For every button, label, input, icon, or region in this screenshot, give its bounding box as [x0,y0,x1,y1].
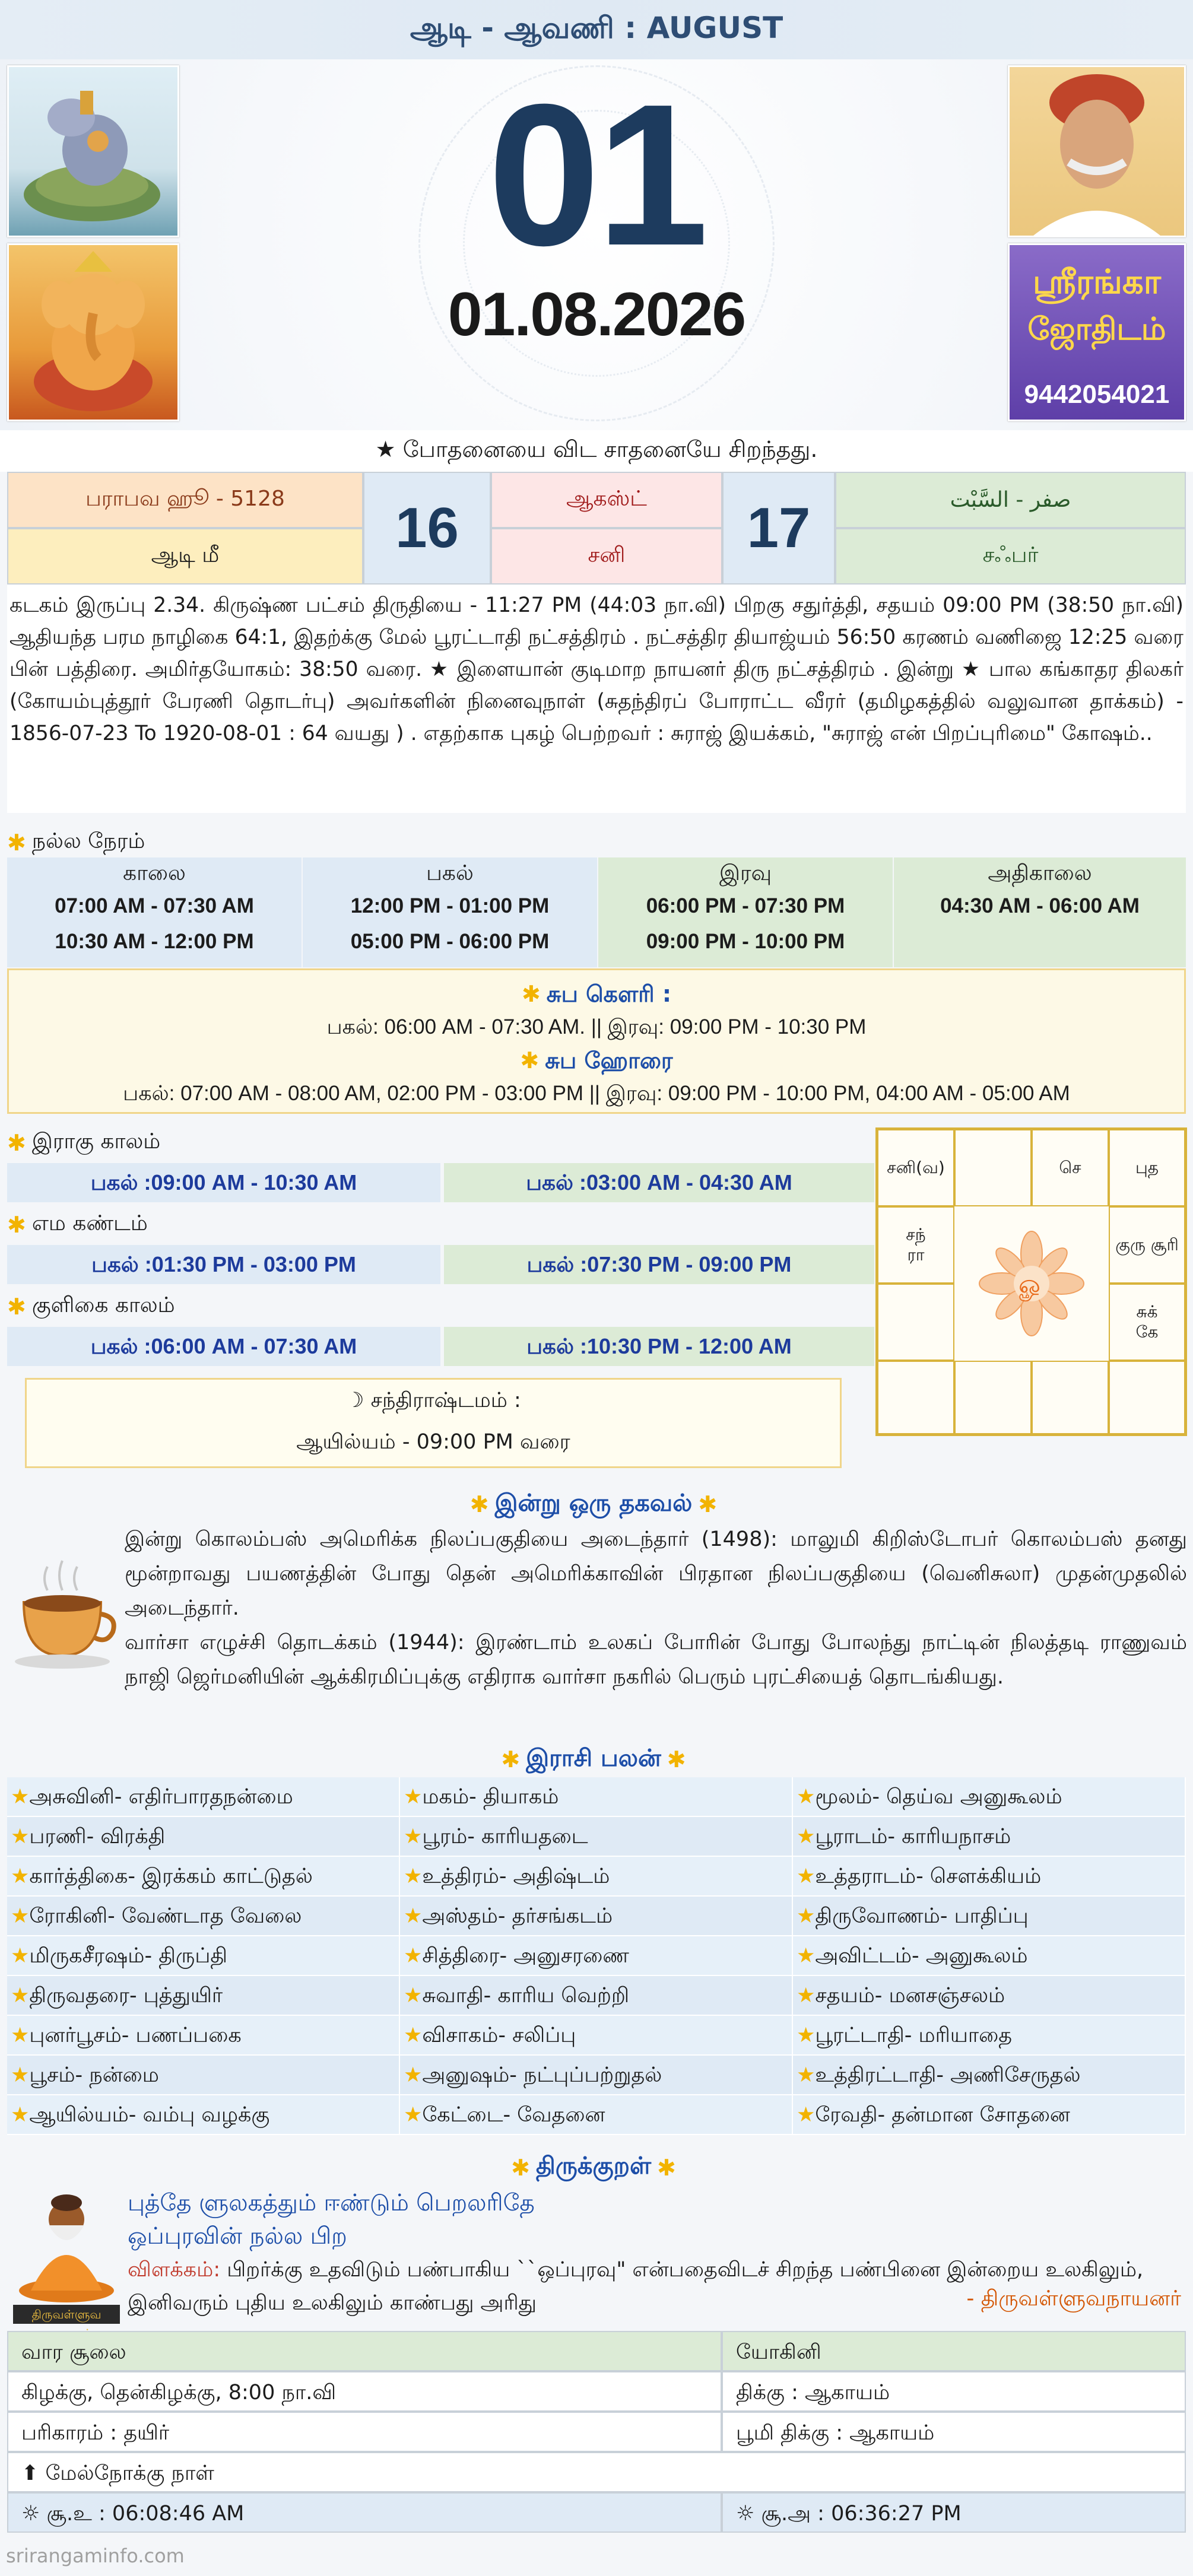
star-icon: ★ [404,2063,423,2087]
day-number: 01 [487,62,706,288]
month-header: ஆடி - ஆவணி : AUGUST [0,0,1193,59]
rasi-palan-item: ★அசுவினி- எதிர்பாரதநன்மை [7,1777,400,1817]
hijri-month-arabic: صفر - السَّبْت [835,472,1186,528]
rasi-house [1032,1361,1109,1434]
yama-gandam-night: பகல் :07:30 PM - 09:00 PM [444,1245,874,1284]
rasi-house: புத [1109,1129,1185,1206]
rasi-palan-item: ★கேட்டை- வேதனை [400,2095,793,2135]
rasi-house [954,1129,1032,1206]
kural-line-2: ஒப்புரவின் நல்ல பிற [128,2223,347,2250]
kural-explanation: விளக்கம்: பிறர்க்கு உதவிடும் பண்பாகிய ``ஒப்புரவு" என்பதைவிடச் சிறந்த பண்பினை இன்றைய உலகிலும், இனிவரும் புதிய உலகிலும் காண்பது அரிது [128,2258,1144,2315]
star-icon: ★ [404,1944,423,1968]
star-icon: ★ [797,1825,816,1848]
star-icon: ★ [797,1904,816,1928]
thiruvalluvar-image [13,2184,120,2323]
info-paragraph: வார்சா எழுச்சி தொடக்கம் (1944): இரண்டாம் உலகப் போரின் போது போலந்து நாட்டின் நிலத்தடி ராணுவம் நாஜி ஜெர்மனியின் ஆக்கிரமிப்புக்கு எதிராக வார்சா நகரில் பெரும் புரட்சியைத் தொடங்கியது. [125,1631,1187,1689]
rasi-palan-item: ★திருவதரை- புத்துயிர் [7,1976,400,2016]
kuligai-kalam-day: பகல் :06:00 AM - 07:30 AM [7,1327,440,1366]
rasi-palan-item: ★மகம்- தியாகம் [400,1777,793,1817]
chandrashtamam-title: ☽ சந்திராஷ்டமம் : [345,1389,521,1412]
tamil-day: 16 [363,472,491,585]
rasi-palan-item: ★சுவாதி- காரிய வெற்றி [400,1976,793,2016]
star-icon: ✱ [520,1047,540,1073]
hora-times: பகல்: 07:00 AM - 08:00 AM, 02:00 PM - 03:00 PM || இரவு: 09:00 PM - 10:00 PM, 04:00 AM - 05:00 AM [123,1082,1070,1105]
bhoomi-direction: பூமி திக்கு : ஆகாயம் [722,2412,1186,2452]
star-icon: ✱ [7,1130,26,1156]
rasi-palan-item: ★பூரம்- காரியதடை [400,1817,793,1857]
lotus-icon [978,1230,1085,1337]
hijri-day: 17 [722,472,835,585]
rasi-palan-item: ★புனர்பூசம்- பணப்பகை [7,2016,400,2056]
rasi-palan-title: ✱ இராசி பலன் ✱ [501,1744,686,1773]
good-time-label: ✱ நல்ல நேரம் [7,829,145,856]
rahu-kalam-label: ✱ இராகு காலம் [7,1129,161,1156]
info-text [125,1522,1187,1736]
star-icon: ★ [11,2063,30,2087]
rasi-palan-item: ★உத்திரட்டாதி- அணிசேருதல் [793,2056,1186,2095]
yogini-direction: திக்கு : ஆகாயம் [722,2371,1186,2412]
star-icon: ★ [797,2024,816,2047]
yogini-label: யோகினி [722,2331,1186,2371]
rasi-palan-item: ★சித்திரை- அனுசரணை [400,1936,793,1976]
kural-line-1: புத்தே ளுலகத்தும் ஈண்டும் பெறலரிதே [128,2190,535,2216]
star-icon: ★ [11,1864,30,1888]
vara-soolai-label: வார சூலை [7,2331,722,2371]
star-icon: ★ [404,1785,423,1809]
info-title: ✱ இன்று ஒரு தகவல் ✱ [469,1489,718,1517]
rahu-kalam-night: பகல் :03:00 AM - 04:30 AM [444,1163,874,1202]
star-icon: ✱ [7,830,26,856]
yama-gandam-day: பகல் :01:30 PM - 03:00 PM [7,1245,440,1284]
rasi-palan-item: ★திருவோணம்- பாதிப்பு [793,1897,1186,1936]
rasi-palan-item: ★பூரட்டாதி- மரியாதை [793,2016,1186,2056]
full-date: 01.08.2026 [448,280,745,349]
chandrashtamam-value: ஆயில்யம் - 09:00 PM வரை [296,1430,570,1454]
rasi-palan-item: ★ரேவதி- தன்மான சோதனை [793,2095,1186,2135]
chandrashtamam-box [25,1378,842,1468]
rasi-palan-table [7,1777,1186,2139]
star-icon: ✱ [657,2154,676,2181]
star-icon: ✱ [7,1294,26,1320]
nokku-naal: ⬆ மேல்நோக்கு நாள் [7,2452,1186,2492]
logo-phone: 9442054021 [1024,380,1170,409]
rasi-house: சந் ரா [877,1206,954,1284]
rasi-palan-item: ★பரணி- விரக்தி [7,1817,400,1857]
yama-gandam-label: ✱ எம கண்டம் [7,1211,148,1238]
star-icon: ★ [404,1825,423,1848]
good-time-morning: காலை 07:00 AM - 07:30 AM 10:30 AM - 12:00 PM [7,857,302,967]
rasi-chart-center [954,1206,1109,1361]
star-icon: ✱ [511,2154,530,2181]
rasi-house: சனி(வ) [877,1129,954,1206]
varaha-image [7,65,179,237]
info-paragraph: இன்று கொலம்பஸ் அமெரிக்க நிலப்பகுதியை அடைந்தார் (1498): மாலுமி கிறிஸ்டோபர் கொலம்பஸ் தனது மூன்றாவது பயணத்தின் போது தென் அமெரிக்காவின் பிரதான நிலப்பகுதியை (வெனிசுலா) முதன்முதலில் அடைந்தார். [125,1527,1187,1620]
thiruvalluvar-caption: திருவள்ளுவ [13,2305,120,2324]
rahu-kalam-day: பகல் :09:00 AM - 10:30 AM [7,1163,440,1202]
star-icon: ★ [404,2024,423,2047]
subha-gowri-box: ✱ சுப கௌரி : பகல்: 06:00 AM - 07:30 AM. || இரவு: 09:00 PM - 10:30 PM ✱ சுப ஹோரை பகல்: 07:00 AM - 08:00 AM, 02:00 PM - 03:00 PM || இரவு: 09:00 PM - 10:00 PM, 04:00 AM - 05:00 AM [7,968,1186,1114]
star-icon: ★ [797,2103,816,2127]
rasi-palan-item: ★மிருகசீரஷம்- திருப்தி [7,1936,400,1976]
rasi-palan-item: ★மூலம்- தெய்வ அனுகூலம் [793,1777,1186,1817]
parikaram: பரிகாரம் : தயிர் [7,2412,722,2452]
star-icon: ★ [404,2103,423,2127]
kuligai-kalam-label: ✱ குளிகை காலம் [7,1293,175,1320]
star-icon: ✱ [501,1746,521,1773]
tamil-year: பராபவ ஹூ - 5128 [7,472,363,528]
good-time-night: இரவு 06:00 PM - 07:30 PM 09:00 PM - 10:00 PM [598,857,893,967]
logo-title: ஸ்ரீரங்கா [1033,263,1161,301]
star-icon: ★ [11,1984,30,2008]
rasi-house: குரு சூரி [1109,1206,1185,1284]
rasi-house [1109,1361,1185,1434]
rasi-house: சுக் கே [1109,1284,1185,1361]
star-icon: ★ [797,2063,816,2087]
star-icon: ★ [404,1904,423,1928]
srirangam-jothidam-logo [1008,243,1186,421]
star-icon: ★ [797,1864,816,1888]
site-watermark[interactable]: srirangaminfo.com [6,2545,185,2567]
kural-title: ✱ திருக்குறள் ✱ [511,2152,676,2181]
star-icon: ★ [11,2103,30,2127]
rasi-palan-item: ★பூராடம்- காரியநாசம் [793,1817,1186,1857]
panchang-summary: கடகம் இருப்பு 2.34. கிருஷ்ண பட்சம் திருதியை - 11:27 PM (44:03 நா.வி) பிறகு சதுர்த்தி, சதயம் 09:00 PM (38:50 நா.வி) ஆதியந்த பரம நாழிகை 64:1, இதற்க்கு மேல் பூரட்டாதி நட்சத்திரம் . நட்சத்திர தியாஜ்யம் 56:50 கரணம் வணிஜை 12:25 வரை பின் பத்திரை. அமிர்தயோகம்: 38:50 வரை. ★ இளையான் குடிமாற நாயனர் திரு நட்சத்திரம் . இன்று ★ பால கங்காதர திலகர் (கோயம்புத்தூர் பேரணி தொடர்பு) அவர்களின் நினைவுநாள் (சுதந்திரப் போராட்ட வீரர் (தமிழகத்தில் வலுவான தாக்கம்) - 1856-07-23 To 1920-08-01 : 64 வயது ) . எதற்காக புகழ் பெற்றவர் : சுராஜ் இயக்கம், "சுராஜ் என் பிறப்புரிமை" கோஷம்.. [7,585,1186,813]
star-icon: ★ [404,1984,423,2008]
soolai-directions: கிழக்கு, தென்கிழக்கு, 8:00 நா.வி [7,2371,722,2412]
tea-cup-icon [12,1555,119,1673]
star-icon: ★ [11,1944,30,1968]
english-month: ஆகஸ்ட் [491,472,722,528]
star-icon: ★ [11,1904,30,1928]
rasi-house [954,1361,1032,1434]
svg-text:ௐ: ௐ [1019,1269,1045,1300]
bottom-table [7,2331,1186,2537]
tamil-month: ஆடி மீ [7,528,363,585]
tilak-portrait [1008,65,1186,237]
star-icon: ✱ [521,981,541,1007]
rasi-palan-item: ★கார்த்திகை- இரக்கம் காட்டுதல் [7,1857,400,1897]
rasi-palan-item: ★ஆயில்யம்- வம்பு வழக்கு [7,2095,400,2135]
star-icon: ✱ [698,1491,718,1517]
calendar-row [7,472,1186,585]
good-time-dawn: அதிகாலை 04:30 AM - 06:00 AM [894,857,1186,967]
rasi-house [877,1284,954,1361]
rasi-chart [875,1127,1187,1436]
rasi-palan-item: ★உத்திரம்- அதிஷ்டம் [400,1857,793,1897]
star-icon: ★ [797,1785,816,1809]
rasi-palan-item: ★பூசம்- நன்மை [7,2056,400,2095]
star-icon: ✱ [7,1212,26,1238]
rasi-house [877,1361,954,1434]
star-icon: ✱ [667,1746,686,1773]
sunset-time: ☼ சூ.அ : 06:36:27 PM [722,2492,1186,2533]
kuligai-kalam-night: பகல் :10:30 PM - 12:00 AM [444,1327,874,1366]
star-icon: ★ [797,1944,816,1968]
gowri-times: பகல்: 06:00 AM - 07:30 AM. || இரவு: 09:00 PM - 10:30 PM [326,1015,867,1038]
weekday: சனி [491,528,722,585]
rasi-palan-item: ★உத்தராடம்- சௌக்கியம் [793,1857,1186,1897]
rasi-house: செ [1032,1129,1109,1206]
rasi-palan-item: ★அஸ்தம்- தர்சங்கடம் [400,1897,793,1936]
logo-subtitle: ஜோதிடம் [1027,312,1166,347]
star-icon: ★ [404,1864,423,1888]
rasi-palan-item: ★விசாகம்- சலிப்பு [400,2016,793,2056]
rasi-palan-item: ★அவிட்டம்- அனுகூலம் [793,1936,1186,1976]
rasi-palan-item: ★ரோகினி- வேண்டாத வேலை [7,1897,400,1936]
star-icon: ★ [11,2024,30,2047]
kural-text [128,2187,1187,2335]
ganesha-image [7,243,179,421]
hijri-month-tamil: சஃபர் [835,528,1186,585]
good-time-afternoon: பகல் 12:00 PM - 01:00 PM 05:00 PM - 06:00 PM [303,857,597,967]
star-icon: ✱ [469,1491,489,1517]
star-icon: ★ [797,1984,816,2008]
proverb: ★ போதனையை விட சாதனையே சிறந்தது. [0,430,1193,472]
star-icon: ★ [11,1785,30,1809]
kural-author: - திருவள்ளுவநாயனர் [966,2286,1181,2311]
good-time-grid [7,857,1186,967]
rasi-palan-item: ★சதயம்- மனசஞ்சலம் [793,1976,1186,2016]
rasi-palan-item: ★அனுஷம்- நட்புப்பற்றுதல் [400,2056,793,2095]
sunrise-time: ☼ சூ.உ : 06:08:46 AM [7,2492,722,2533]
star-icon: ★ [11,1825,30,1848]
